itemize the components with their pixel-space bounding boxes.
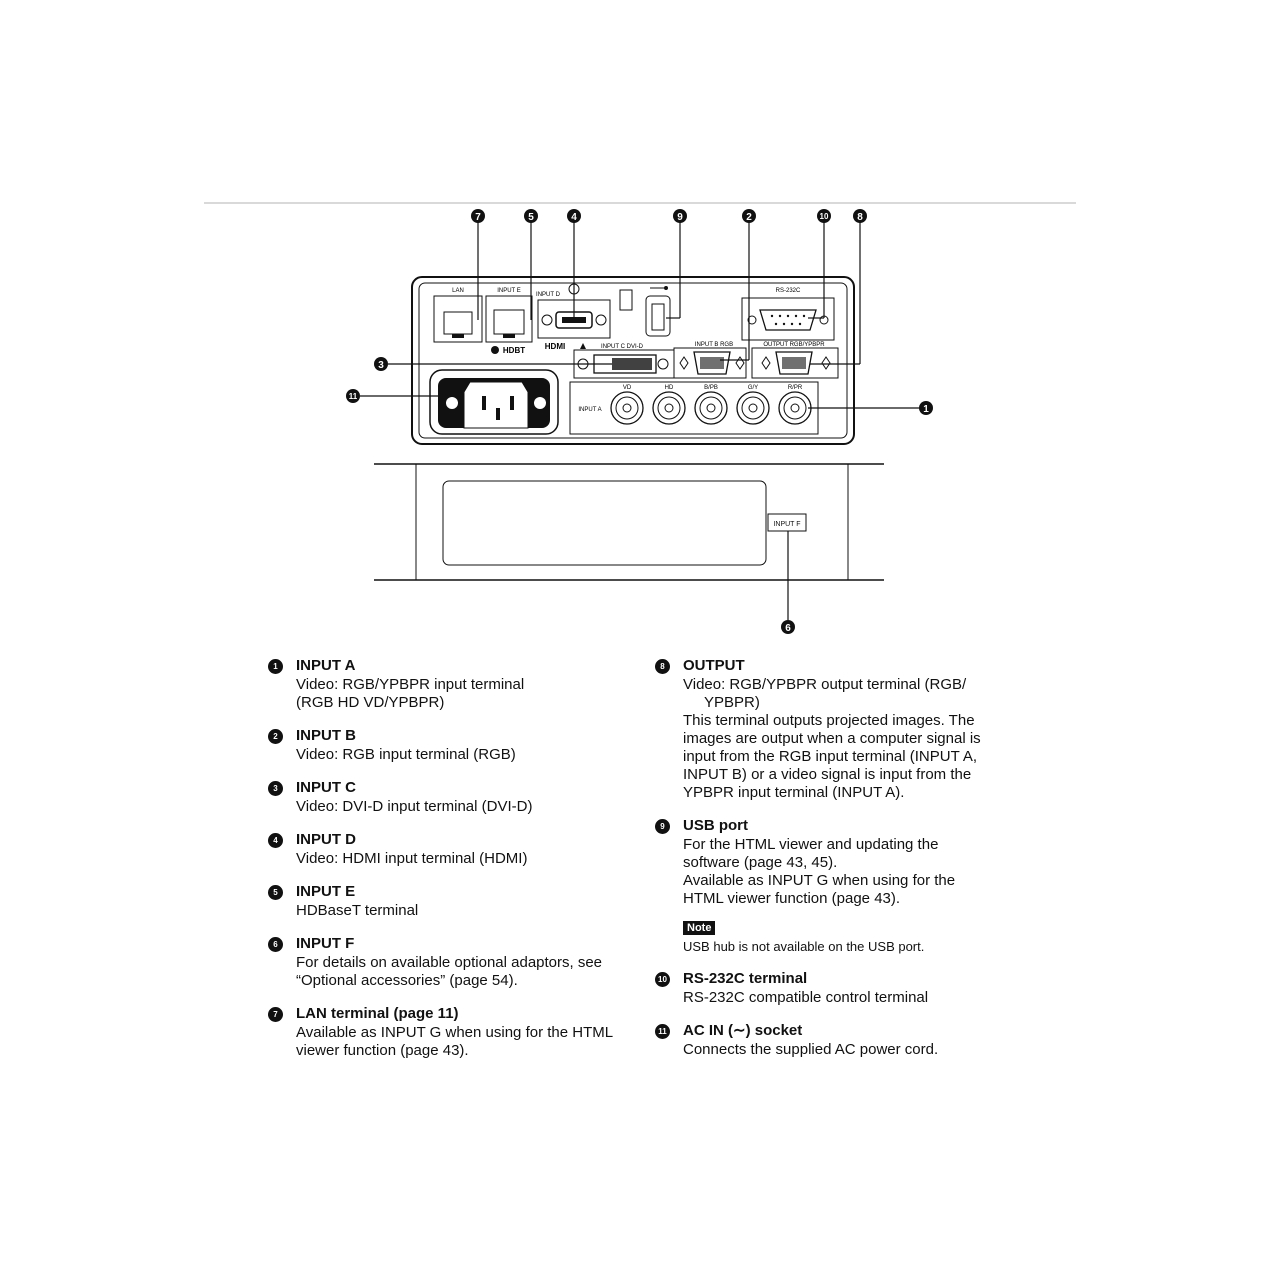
item-text: Video: RGB/YPBPR input terminal <box>296 676 525 693</box>
item-number: 11 <box>655 1024 670 1039</box>
svg-text:G/Y: G/Y <box>747 385 759 391</box>
item-text: Available as INPUT G when using for the HTML viewer function (page 43). <box>683 872 956 907</box>
item-number: 4 <box>268 833 283 848</box>
callout-10 <box>817 209 831 223</box>
callout-9 <box>673 209 687 223</box>
item-title: OUTPUT <box>683 657 745 674</box>
callout-11 <box>346 389 360 403</box>
callout-8 <box>853 209 867 223</box>
item-title <box>683 1021 993 1041</box>
item-text: Video: HDMI input terminal (HDMI) <box>296 850 528 867</box>
item-title: INPUT D <box>296 831 356 848</box>
output-rgb-port <box>752 342 838 378</box>
svg-text:11: 11 <box>348 392 358 401</box>
item-title: INPUT F <box>296 935 355 952</box>
callout-2 <box>742 209 756 223</box>
item-text: Available as INPUT G when using for the HTML <box>296 1024 614 1041</box>
item-text: (RGB HD VD/YPBPR) <box>296 694 445 711</box>
item-text: “Optional accessories” (page 54). <box>296 972 518 989</box>
item-text: viewer function (page 43). <box>296 1042 469 1059</box>
callout-4 <box>567 209 581 223</box>
item-lan-terminal <box>266 1004 626 1060</box>
item-number: 5 <box>268 885 283 900</box>
svg-text:HDBT: HDBT <box>502 346 526 355</box>
item-text: RS-232C compatible control terminal <box>683 989 929 1006</box>
callout-7 <box>471 209 485 223</box>
callout-5 <box>524 209 538 223</box>
callout-6 <box>781 620 795 634</box>
item-title-end: ) socket <box>745 1022 803 1039</box>
item-title-start: AC IN ( <box>683 1022 733 1039</box>
svg-text:RS-232C: RS-232C <box>775 288 801 294</box>
callout-3 <box>374 357 388 371</box>
input-d-hdmi-port <box>536 284 610 351</box>
svg-text:2: 2 <box>746 212 752 223</box>
item-input-e <box>266 882 626 920</box>
svg-text:8: 8 <box>857 212 863 223</box>
item-title: INPUT A <box>296 657 356 674</box>
input-c-dvi-port <box>574 344 674 378</box>
item-text: HDBaseT terminal <box>296 902 419 919</box>
ac-wave-icon: ∼ <box>733 1022 746 1039</box>
item-ac-in-socket <box>653 1021 993 1059</box>
svg-text:7: 7 <box>475 212 481 223</box>
note-text: USB hub is not available on the USB port. <box>683 939 925 954</box>
callout-1 <box>919 401 933 415</box>
svg-text:INPUT D: INPUT D <box>536 292 560 298</box>
svg-text:OUTPUT RGB/YPBPR: OUTPUT RGB/YPBPR <box>763 342 825 348</box>
item-input-b <box>266 726 626 764</box>
svg-text:3: 3 <box>378 360 384 371</box>
item-title: LAN terminal (page 11) <box>296 1005 459 1022</box>
security-slot <box>620 290 632 310</box>
svg-text:HD: HD <box>664 385 674 391</box>
svg-text:HDMI: HDMI <box>544 342 566 351</box>
input-e-port <box>486 288 532 355</box>
usb-port <box>646 286 670 336</box>
item-number: 10 <box>655 972 670 987</box>
item-input-d <box>266 830 626 868</box>
item-title: USB port <box>683 817 748 834</box>
item-output <box>653 656 993 802</box>
item-title: INPUT C <box>296 779 356 796</box>
input-f-slot <box>374 464 884 580</box>
item-text: YPBPR) <box>704 694 760 711</box>
ac-in-socket <box>430 370 558 434</box>
item-number: 6 <box>268 937 283 952</box>
item-input-a <box>266 656 626 712</box>
note-label: Note <box>683 921 715 935</box>
svg-text:5: 5 <box>528 212 534 223</box>
item-input-f <box>266 934 626 990</box>
svg-text:9: 9 <box>677 212 683 223</box>
svg-text:VD: VD <box>622 385 632 391</box>
item-title: RS-232C terminal <box>683 970 808 987</box>
item-text: This terminal outputs projected images. The images are output when a computer signal is input from the RGB input terminal (INPUT A, INPUT B) or a video signal is input from the YPBPR input terminal (INPUT A). <box>683 712 981 801</box>
item-input-c <box>266 778 626 816</box>
input-a-bnc-block <box>570 382 818 434</box>
item-number: 7 <box>268 1007 283 1022</box>
item-number: 1 <box>268 659 283 674</box>
item-number: 3 <box>268 781 283 796</box>
item-title: INPUT B <box>296 727 356 744</box>
svg-text:INPUT F: INPUT F <box>773 521 801 528</box>
rs232c-port <box>742 288 834 340</box>
item-rs232c-terminal <box>653 969 993 1007</box>
svg-text:LAN: LAN <box>452 288 464 294</box>
left-description-list <box>266 656 626 1074</box>
right-description-list <box>653 656 993 1073</box>
svg-text:R/PR: R/PR <box>787 385 803 391</box>
item-number: 8 <box>655 659 670 674</box>
svg-text:B/PB: B/PB <box>704 385 718 391</box>
svg-text:6: 6 <box>785 623 791 634</box>
item-text: Connects the supplied AC power cord. <box>683 1041 939 1058</box>
svg-text:INPUT E: INPUT E <box>497 288 521 294</box>
item-text: Video: DVI-D input terminal (DVI-D) <box>296 798 533 815</box>
svg-text:4: 4 <box>571 212 577 223</box>
svg-text:INPUT C DVI-D: INPUT C DVI-D <box>601 344 643 350</box>
item-usb-port <box>653 816 993 955</box>
item-text: For details on available optional adaptors, see <box>296 954 603 971</box>
item-number: 2 <box>268 729 283 744</box>
item-text: For the HTML viewer and updating the software (page 43, 45). <box>683 836 939 871</box>
svg-text:INPUT A: INPUT A <box>578 407 602 413</box>
item-number: 9 <box>655 819 670 834</box>
svg-text:INPUT B RGB: INPUT B RGB <box>694 342 734 348</box>
item-title: INPUT E <box>296 883 356 900</box>
item-text: Video: RGB/YPBPR output terminal (RGB/ <box>683 676 967 693</box>
svg-text:10: 10 <box>819 212 829 221</box>
svg-text:1: 1 <box>923 404 929 415</box>
lan-port <box>434 288 482 342</box>
item-text: Video: RGB input terminal (RGB) <box>296 746 516 763</box>
